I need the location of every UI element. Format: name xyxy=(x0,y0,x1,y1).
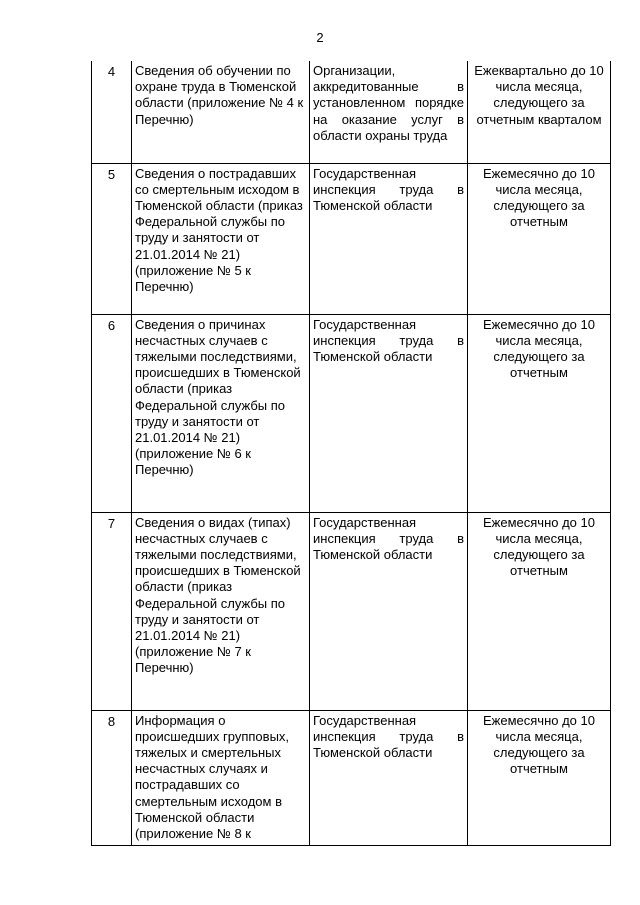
table-row xyxy=(92,710,611,845)
report-name: Сведения об обучении по охране труда в Тюменской области (приложение № 4 к Перечню) xyxy=(132,61,310,163)
row-number: 4 xyxy=(92,61,132,163)
report-name: Сведения о видах (типах) несчастных случаев с тяжелыми последствиями, происшедших в Тюменской области (приказ Федеральной службы по труду и занятости от 21.01.2014 № 21) (приложение № 7 к Перечню) xyxy=(132,512,310,710)
row-number: 7 xyxy=(92,512,132,710)
page-number: 2 xyxy=(316,30,324,45)
report-name: Сведения о пострадавших со смертельным исходом в Тюменской области (приказ Федеральной службы по труду и занятости от 21.01.2014 № 21) (приложение № 5 к Перечню) xyxy=(132,163,310,314)
row-number: 6 xyxy=(92,314,132,512)
submission-deadline: Ежемесячно до 10 числа месяца, следующего за отчетным xyxy=(468,512,611,710)
submission-deadline: Ежеквартально до 10 числа месяца, следующего за отчетным кварталом xyxy=(468,61,611,163)
responsible-organization: Государственная инспекция труда в Тюменской области xyxy=(310,314,468,512)
table-row xyxy=(92,314,611,512)
responsible-organization: Государственная инспекция труда в Тюменской области xyxy=(310,163,468,314)
report-name: Сведения о причинах несчастных случаев с тяжелыми последствиями, происшедших в Тюменской области (приказ Федеральной службы по труду и занятости от 21.01.2014 № 21) (приложение № 6 к Перечню) xyxy=(132,314,310,512)
table-row xyxy=(92,163,611,314)
report-name: Информация о происшедших групповых, тяжелых и смертельных несчастных случаях и пострадавших со смертельным исходом в Тюменской области (приложение № 8 к xyxy=(132,710,310,845)
submission-deadline: Ежемесячно до 10 числа месяца, следующего за отчетным xyxy=(468,163,611,314)
responsible-organization: Государственная инспекция труда в Тюменской области xyxy=(310,512,468,710)
responsible-organization: Организации, аккредитованные в установленном порядке на оказание услуг в области охраны труда xyxy=(310,61,468,163)
report-table xyxy=(91,61,611,846)
table-row xyxy=(92,61,611,163)
table-row xyxy=(92,512,611,710)
submission-deadline: Ежемесячно до 10 числа месяца, следующего за отчетным xyxy=(468,314,611,512)
row-number: 8 xyxy=(92,710,132,845)
row-number: 5 xyxy=(92,163,132,314)
responsible-organization: Государственная инспекция труда в Тюменской области xyxy=(310,710,468,845)
submission-deadline: Ежемесячно до 10 числа месяца, следующего за отчетным xyxy=(468,710,611,845)
